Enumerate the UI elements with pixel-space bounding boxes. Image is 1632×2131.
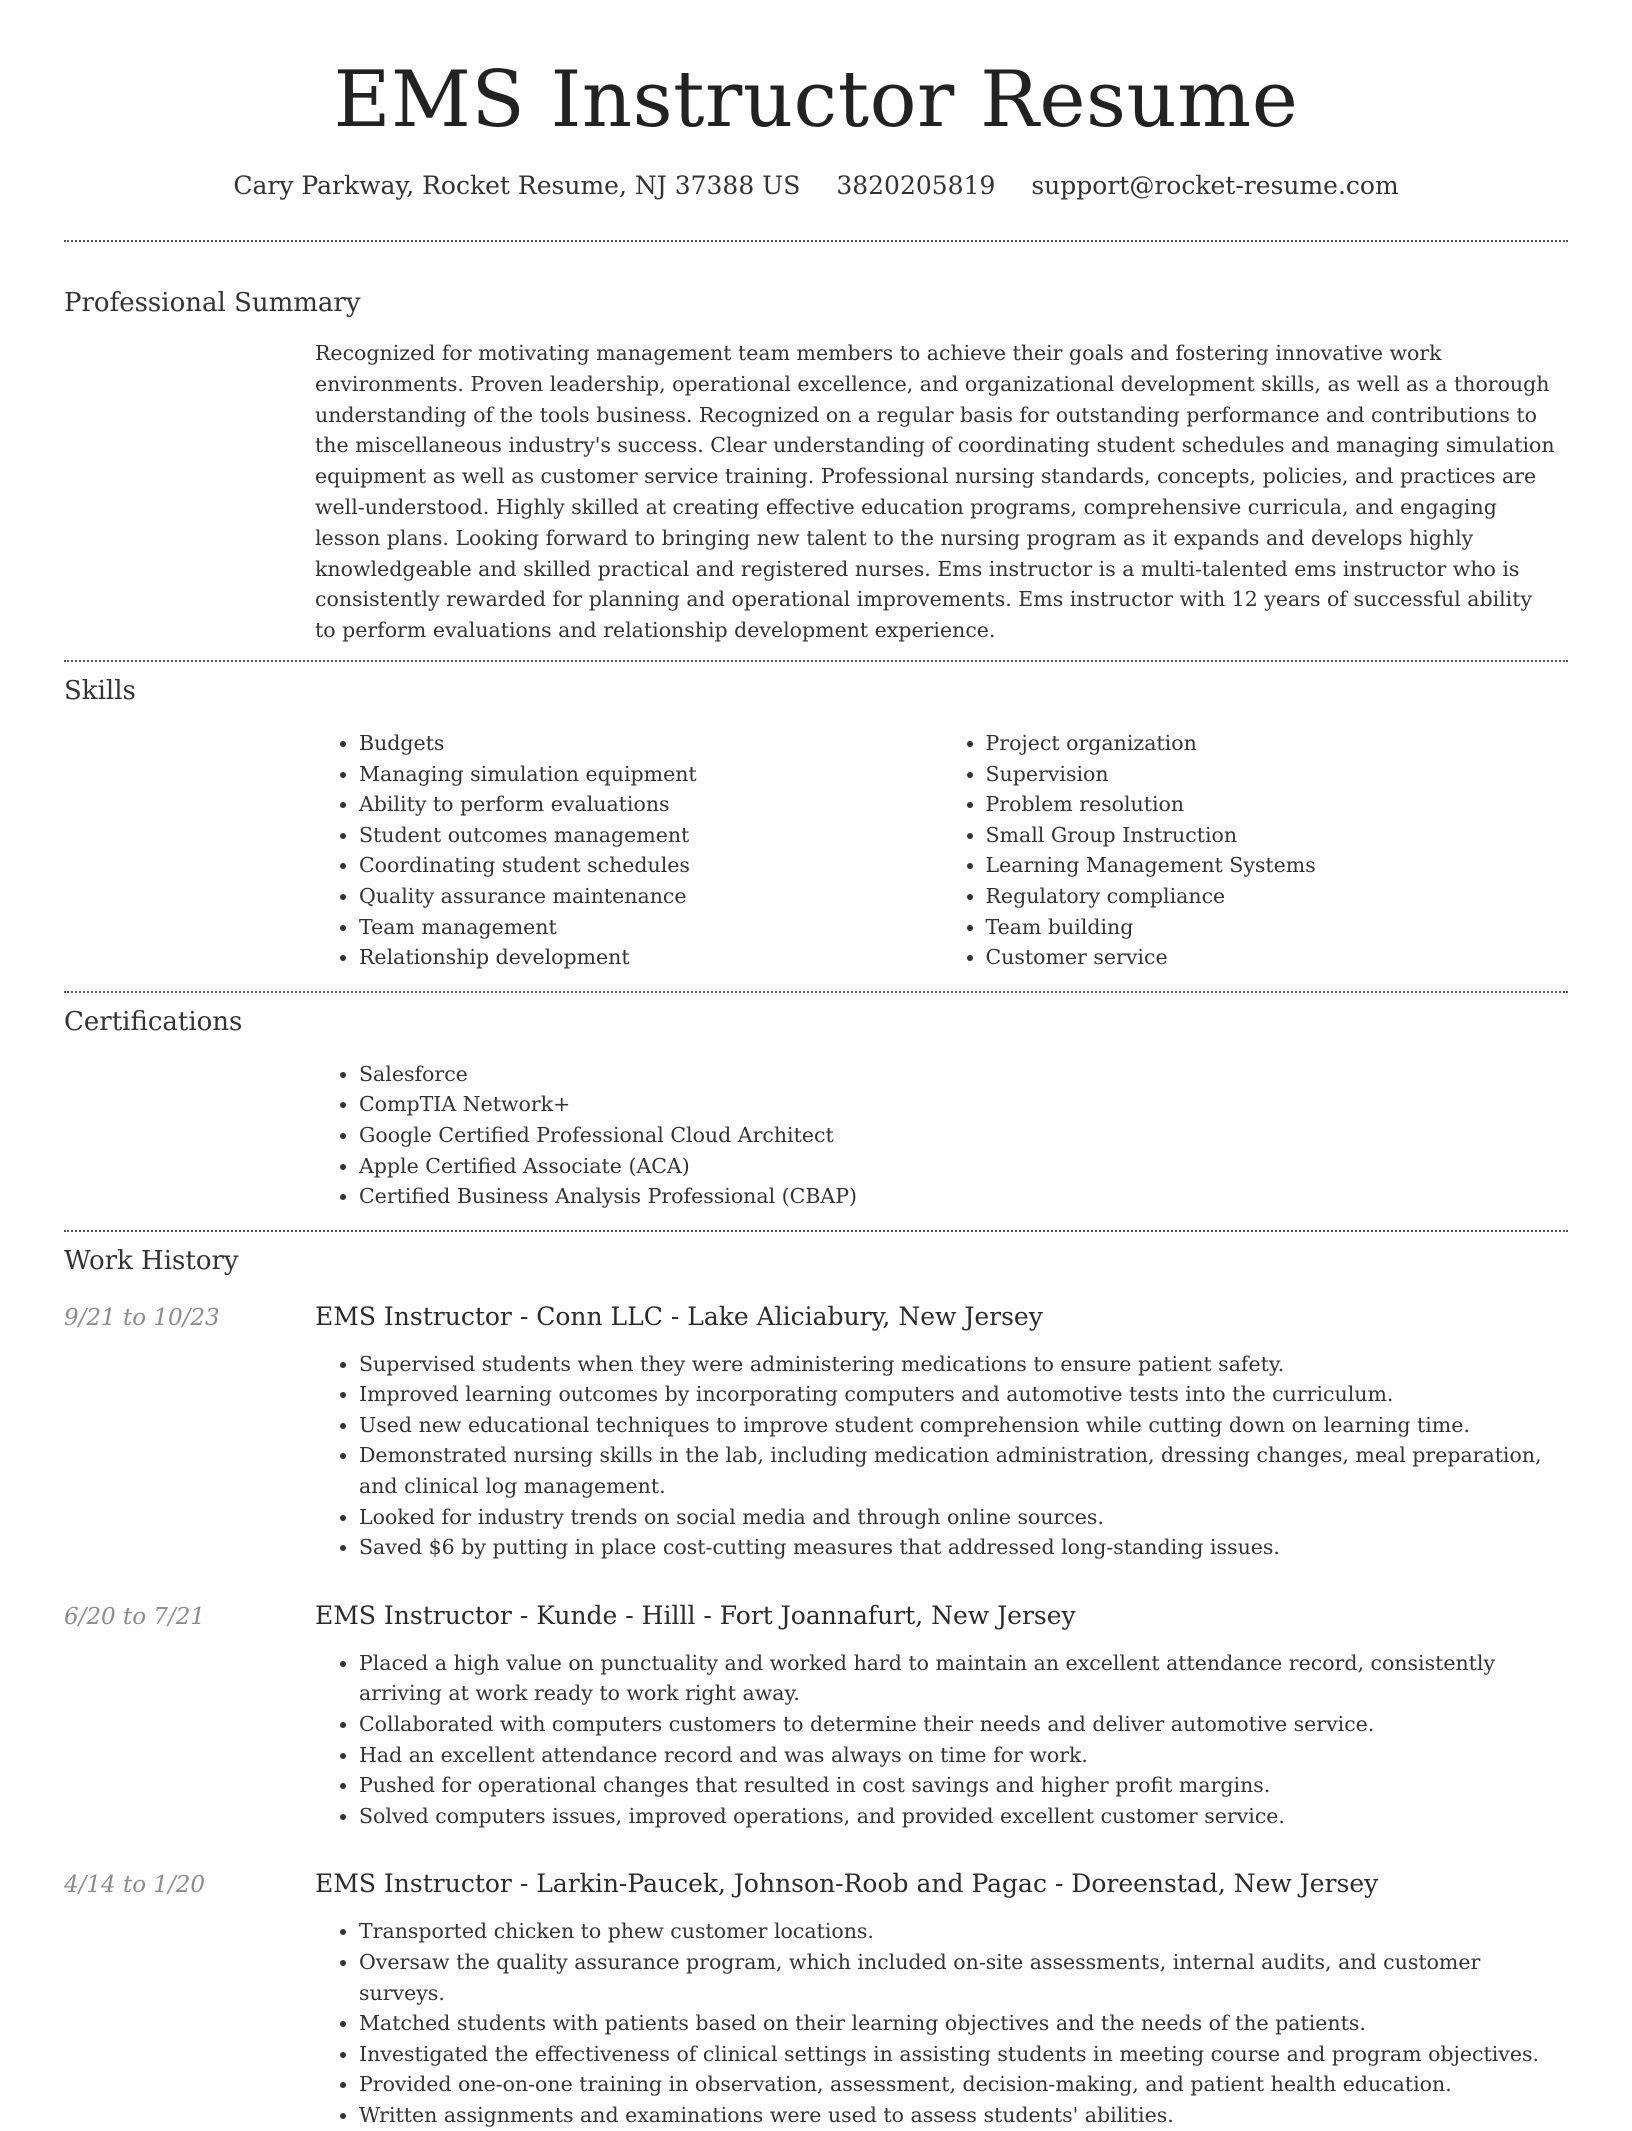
job-title: EMS Instructor - Conn LLC - Lake Aliciabury, New Jersey: [315, 1301, 1043, 1331]
job-bullets: [315, 1916, 1558, 2130]
contact-address: Cary Parkway, Rocket Resume, NJ 37388 US: [233, 171, 801, 200]
job-header: [64, 1599, 1568, 1634]
certifications-list: [315, 1059, 1568, 1212]
job-bullet: • Provided one-on-one training in observation, assessment, decision-making, and patient health education.: [359, 2069, 1558, 2100]
skill-item: • Team building: [986, 912, 1569, 943]
job-bullet: • Oversaw the quality assurance program, which included on-site assessments, internal audits, and customer surveys.: [359, 1947, 1558, 2008]
job-bullet: • Saved $6 by putting in place cost-cutting measures that addressed long-standing issues.: [359, 1532, 1558, 1563]
job-bullet: • Collaborated with computers customers to determine their needs and deliver automotive service.: [359, 1709, 1558, 1740]
job-bullet: • Placed a high value on punctuality and worked hard to maintain an excellent attendance record, consistently arriving at work ready to work right away.: [359, 1648, 1558, 1709]
certification-item: • Certified Business Analysis Professional (CBAP): [359, 1181, 1568, 1212]
job-bullet: • Investigated the effectiveness of clinical settings in assisting students in meeting course and program objectives.: [359, 2039, 1558, 2070]
skill-item: • Student outcomes management: [359, 820, 942, 851]
skill-item: • Ability to perform evaluations: [359, 789, 942, 820]
contact-phone[interactable]: 3820205819: [836, 171, 996, 200]
job-dates: 4/14 to 1/20: [64, 1872, 206, 1899]
job-bullet: • Written assignments and examinations were used to assess students' abilities.: [359, 2100, 1558, 2131]
work-history-heading: Work History: [64, 1245, 239, 1276]
job-bullet: • Transported chicken to phew customer locations.: [359, 1916, 1558, 1947]
skill-item: • Budgets: [359, 728, 942, 759]
job-title: EMS Instructor - Kunde - Hilll - Fort Joannafurt, New Jersey: [315, 1600, 1076, 1630]
skill-item: • Project organization: [986, 728, 1569, 759]
skill-item: • Relationship development: [359, 942, 942, 973]
job-bullets: [315, 1648, 1558, 1832]
certification-item: • CompTIA Network+: [359, 1089, 1568, 1120]
skills-heading: Skills: [64, 675, 136, 706]
contact-email[interactable]: support@rocket-resume.com: [1031, 171, 1399, 200]
job-bullet: • Demonstrated nursing skills in the lab, including medication administration, dressing changes, meal preparation, and clinical log management.: [359, 1440, 1558, 1501]
skill-item: • Customer service: [986, 942, 1569, 973]
skills-list-right: [942, 728, 1569, 973]
job-entry: [64, 1300, 1568, 1563]
job-bullet: • Pushed for operational changes that resulted in cost savings and higher profit margins.: [359, 1770, 1558, 1801]
certification-item: • Google Certified Professional Cloud Architect: [359, 1120, 1568, 1151]
skill-item: • Coordinating student schedules: [359, 850, 942, 881]
job-bullet: • Looked for industry trends on social media and through online sources.: [359, 1502, 1558, 1533]
contact-line: [64, 168, 1568, 204]
job-entry: [64, 1599, 1568, 1832]
job-header: [64, 1867, 1568, 1902]
skills-columns: [315, 728, 1568, 973]
job-bullet: • Matched students with patients based on their learning objectives and the needs of the patients.: [359, 2008, 1558, 2039]
skill-item: • Supervision: [986, 759, 1569, 790]
skill-item: • Quality assurance maintenance: [359, 881, 942, 912]
skill-item: • Regulatory compliance: [986, 881, 1569, 912]
job-title: EMS Instructor - Larkin-Paucek, Johnson-Roob and Pagac - Doreenstad, New Jersey: [315, 1869, 1379, 1899]
job-bullets: [315, 1349, 1558, 1563]
job-bullet: • Had an excellent attendance record and was always on time for work.: [359, 1740, 1558, 1771]
job-dates: 6/20 to 7/21: [64, 1603, 206, 1630]
job-entry: [64, 1867, 1568, 2130]
skill-item: • Problem resolution: [986, 789, 1569, 820]
job-bullet: • Used new educational techniques to improve student comprehension while cutting down on learning time.: [359, 1410, 1558, 1441]
certification-item: • Salesforce: [359, 1059, 1568, 1090]
summary-text: Recognized for motivating management team members to achieve their goals and fostering innovative work environments. Proven leadership, operational excellence, and organizational development skills, as well as a thorough understanding of the tools business. Recognized on a regular basis for outstanding performance and contributions to the miscellaneous industry's success. Clear understanding of coordinating student schedules and managing simulation equipment as well as customer service training. Professional nursing standards, concepts, policies, and practices are well-understood. Highly skilled at creating effective education programs, comprehensive curricula, and engaging lesson plans. Looking forward to bringing new talent to the nursing program as it expands and develops highly knowledgeable and skilled practical and registered nurses. Ems instructor is a multi-talented ems instructor who is consistently rewarded for planning and operational improvements. Ems instructor with 12 years of successful ability to perform evaluations and relationship development experience.: [315, 341, 1555, 643]
skills-list-left: [315, 728, 942, 973]
job-bullet: • Improved learning outcomes by incorporating computers and automotive tests into the curriculum.: [359, 1379, 1558, 1410]
resume-title: EMS Instructor Resume: [333, 55, 1299, 145]
summary-heading: Professional Summary: [64, 288, 361, 318]
skill-item: • Team management: [359, 912, 942, 943]
resume-page: [64, 0, 1568, 2131]
skill-item: • Managing simulation equipment: [359, 759, 942, 790]
job-bullet: • Solved computers issues, improved operations, and provided excellent customer service.: [359, 1801, 1558, 1832]
certifications-heading: Certifications: [64, 1006, 243, 1037]
job-header: [64, 1300, 1568, 1335]
job-bullet: • Supervised students when they were administering medications to ensure patient safety.: [359, 1349, 1558, 1380]
certification-item: • Apple Certified Associate (ACA): [359, 1151, 1568, 1182]
skill-item: • Learning Management Systems: [986, 850, 1569, 881]
job-dates: 9/21 to 10/23: [64, 1304, 220, 1331]
skill-item: • Small Group Instruction: [986, 820, 1569, 851]
